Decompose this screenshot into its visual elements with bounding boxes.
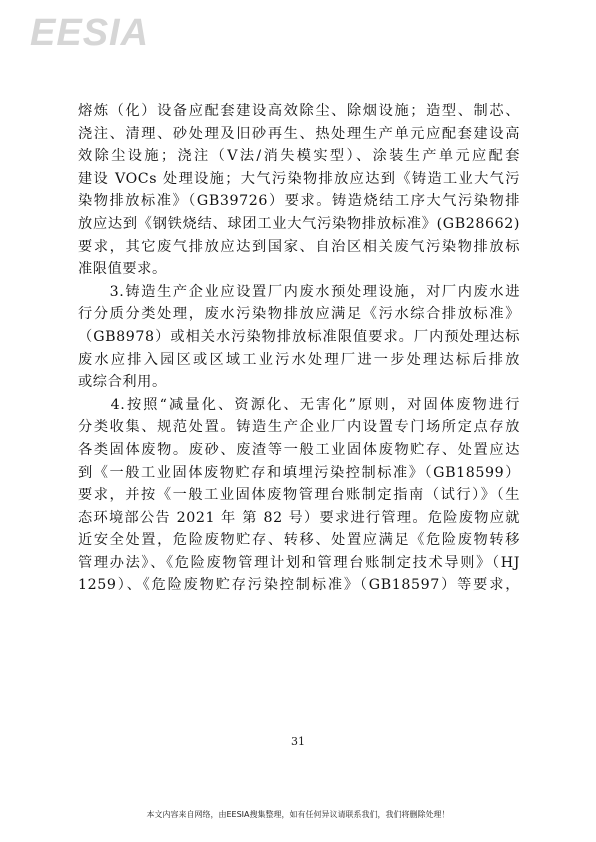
text-line: 各类固体废物。废砂、废渣等一般工业固体废物贮存、处置应达 bbox=[78, 441, 520, 458]
text-line: （GB8978）或相关水污染物排放标准限值要求。厂内预处理达标 bbox=[78, 328, 520, 345]
text-line: 建设 VOCs 处理设施；大气污染物排放应达到《铸造工业大气污 bbox=[78, 170, 520, 187]
page-number: 31 bbox=[291, 735, 305, 748]
text-line: 态环境部公告 2021 年 第 82 号）要求进行管理。危险废物应就 bbox=[78, 509, 520, 526]
footer-disclaimer: 本文内容来自网络，由EESIA搜集整理，如有任何异议请联系我们，我们将删除处理！ bbox=[146, 810, 450, 819]
paragraph-1 bbox=[78, 100, 520, 281]
text-line: 或综合利用。 bbox=[78, 374, 167, 391]
text-line: 浇注、清理、砂处理及旧砂再生、热处理生产单元应配套建设高 bbox=[78, 125, 520, 142]
text-line: 管理办法》、《危险废物管理计划和管理台账制定技术导则》（HJ bbox=[78, 554, 520, 571]
paragraph-2 bbox=[78, 281, 520, 394]
text-line: 放应达到《钢铁烧结、球团工业大气污染物排放标准》(GB28662) bbox=[78, 215, 520, 232]
paragraph-3 bbox=[78, 394, 520, 597]
text-line: 熔炼（化）设备应配套建设高效除尘、除烟设施；造型、制芯、 bbox=[78, 103, 520, 119]
text-line: 近安全处置，危险废物贮存、转移、处置应满足《危险废物转移 bbox=[78, 532, 520, 549]
text-line: 行分质分类处理，废水污染物排放应满足《污水综合排放标准》 bbox=[78, 306, 520, 323]
text-line: 4.按照“减量化、资源化、无害化”原则，对固体废物进行 bbox=[78, 396, 520, 413]
text-line: 准限值要求。 bbox=[78, 261, 167, 278]
eesia-watermark-logo: EESIA bbox=[30, 12, 150, 54]
text-line: 要求，其它废气排放应达到国家、自治区相关废气污染物排放标 bbox=[78, 238, 520, 255]
text-line: 3.铸造生产企业应设置厂内废水预处理设施，对厂内废水进 bbox=[78, 283, 520, 300]
text-line: 分类收集、规范处置。铸造生产企业厂内设置专门场所定点存放 bbox=[78, 419, 520, 436]
text-line: 到《一般工业固体废物贮存和填埋污染控制标准》（GB18599） bbox=[78, 464, 520, 481]
text-line: 1259）、《危险废物贮存污染控制标准》（GB18597）等要求， bbox=[78, 577, 520, 594]
text-line: 要求，并按《一般工业固体废物管理台账制定指南（试行）》（生 bbox=[78, 487, 520, 504]
text-line: 染物排放标准》（GB39726）要求。铸造烧结工序大气污染物排 bbox=[78, 193, 520, 210]
text-line: 废水应排入园区或区域工业污水处理厂进一步处理达标后排放 bbox=[78, 351, 520, 368]
document-body bbox=[78, 100, 520, 597]
text-line: 效除尘设施；浇注（V法/消失模实型）、涂装生产单元应配套 bbox=[78, 148, 520, 165]
